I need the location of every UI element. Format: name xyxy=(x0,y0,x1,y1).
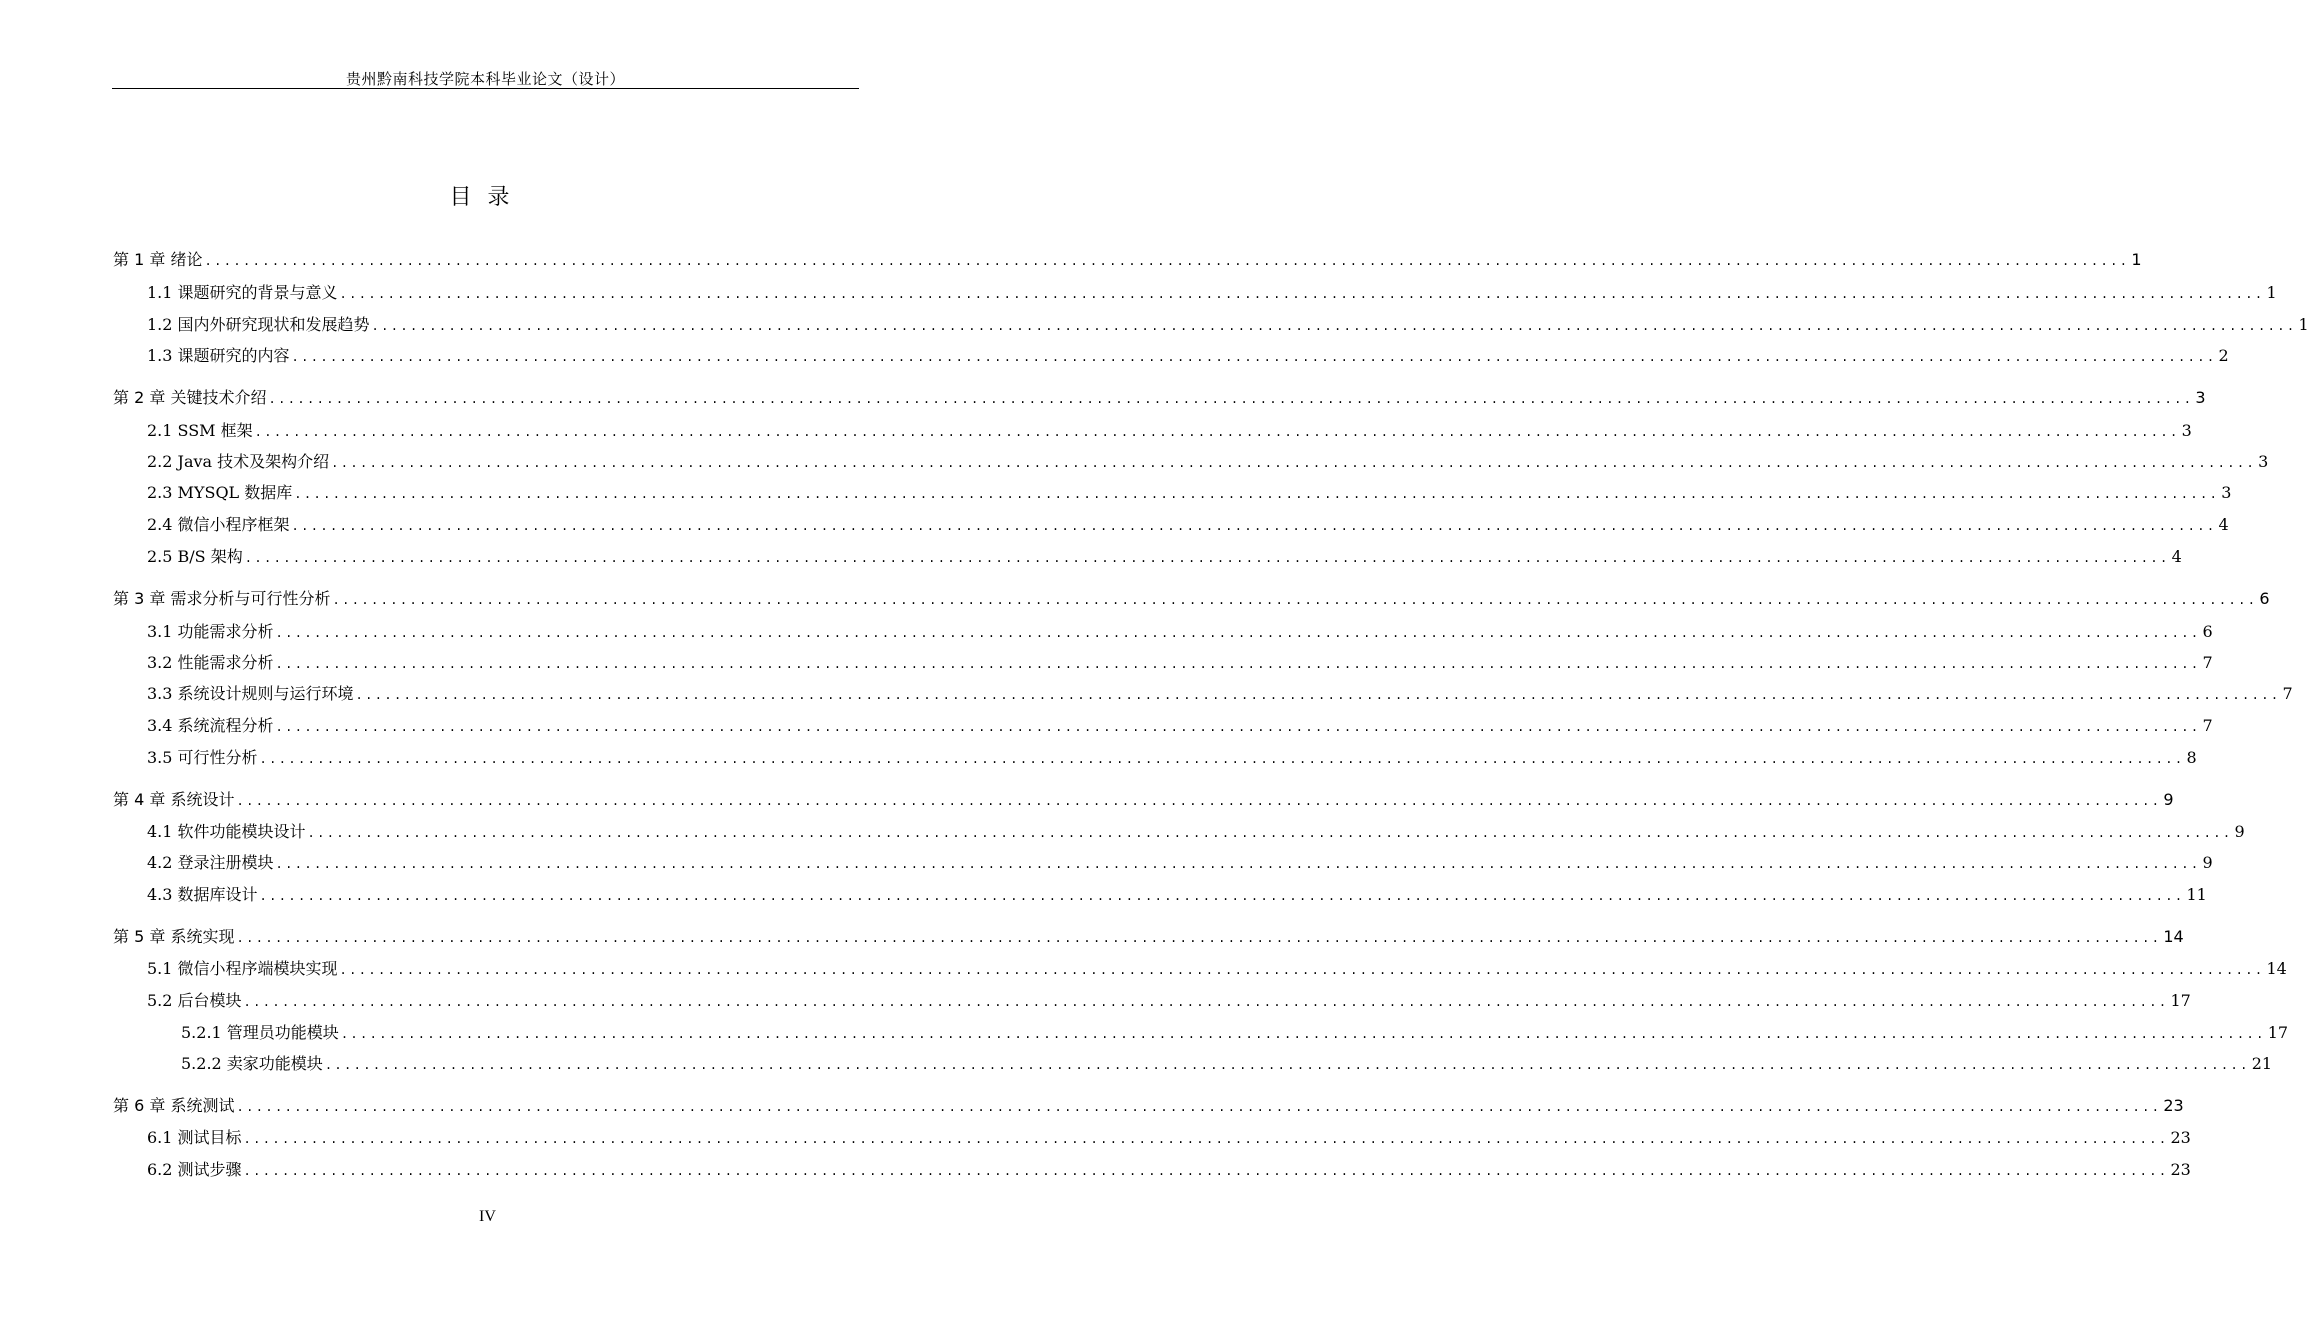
toc-entry-title: 5.2.1 管理员功能模块 xyxy=(181,1023,339,1042)
toc-section-entry[interactable] xyxy=(147,419,2192,443)
toc-entry-title: 6.2 测试步骤 xyxy=(147,1160,242,1179)
toc-entry-title: 5.2 后台模块 xyxy=(147,991,242,1010)
toc-entry-page: 21 xyxy=(2251,1054,2273,1073)
toc-entry-page: 7 xyxy=(2202,653,2213,672)
toc-entry-title: 3.3 系统设计规则与运行环境 xyxy=(147,684,354,703)
toc-section-entry[interactable] xyxy=(147,989,2191,1013)
toc-entry-page: 23 xyxy=(2170,1128,2191,1147)
toc-chapter-entry[interactable] xyxy=(113,386,2206,410)
toc-entry-page: 4 xyxy=(2218,515,2229,534)
toc-leader-dots: ........................................................................................................................................................................................................ xyxy=(324,1058,2250,1072)
page-number: IV xyxy=(479,1208,496,1225)
toc-leader-dots: ........................................................................................................................................................................................................ xyxy=(331,456,2257,470)
toc-section-entry[interactable] xyxy=(147,545,2182,569)
toc-entry-title: 3.2 性能需求分析 xyxy=(147,653,274,672)
toc-leader-dots: ........................................................................................................................................................................................................ xyxy=(243,1132,2169,1146)
toc-leader-dots: ........................................................................................................................................................................................................ xyxy=(259,889,2185,903)
toc-entry-title: 第 5 章 系统实现 xyxy=(113,927,235,946)
toc-leader-dots: ........................................................................................................................................................................................................ xyxy=(371,319,2297,333)
toc-entry-title: 4.2 登录注册模块 xyxy=(147,853,274,872)
toc-entry-title: 6.1 测试目标 xyxy=(147,1128,242,1147)
toc-section-entry[interactable] xyxy=(147,513,2229,537)
toc-entry-title: 2.4 微信小程序框架 xyxy=(147,515,290,534)
toc-entry-title: 4.3 数据库设计 xyxy=(147,885,258,904)
toc-entry-page: 1 xyxy=(2298,315,2309,334)
toc-leader-dots: ........................................................................................................................................................................................................ xyxy=(339,287,2265,301)
toc-chapter-entry[interactable] xyxy=(113,587,2270,611)
toc-leader-dots: ........................................................................................................................................................................................................ xyxy=(332,593,2258,607)
toc-entry-page: 3 xyxy=(2221,483,2232,502)
toc-entry-page: 14 xyxy=(2163,927,2184,946)
toc-leader-dots: ........................................................................................................................................................................................................ xyxy=(268,392,2194,406)
toc-entry-page: 6 xyxy=(2259,589,2270,608)
toc-chapter-entry[interactable] xyxy=(113,248,2142,272)
toc-section-entry[interactable] xyxy=(147,1126,2191,1150)
toc-entry-page: 8 xyxy=(2186,748,2197,767)
running-header: 贵州黔南科技学院本科毕业论文（设计） xyxy=(345,70,625,88)
toc-leader-dots: ........................................................................................................................................................................................................ xyxy=(291,350,2217,364)
toc-entry-title: 3.5 可行性分析 xyxy=(147,748,258,767)
toc-entry-title: 5.2.2 卖家功能模块 xyxy=(181,1054,323,1073)
toc-entry-title: 第 4 章 系统设计 xyxy=(113,790,235,809)
toc-entry-title: 1.2 国内外研究现状和发展趋势 xyxy=(147,315,370,334)
toc-entry-title: 4.1 软件功能模块设计 xyxy=(147,822,306,841)
toc-entry-page: 9 xyxy=(2163,790,2174,809)
toc-entry-page: 9 xyxy=(2234,822,2245,841)
toc-entry-title: 3.4 系统流程分析 xyxy=(147,716,274,735)
toc-section-entry[interactable] xyxy=(147,1158,2191,1182)
toc-entry-title: 1.3 课题研究的内容 xyxy=(147,346,290,365)
toc-entry-title: 第 1 章 绪论 xyxy=(113,250,203,269)
toc-entry-page: 4 xyxy=(2171,547,2182,566)
toc-leader-dots: ........................................................................................................................................................................................................ xyxy=(275,657,2201,671)
toc-section-entry[interactable] xyxy=(147,820,2245,844)
toc-entry-title: 1.1 课题研究的背景与意义 xyxy=(147,283,338,302)
toc-section-entry[interactable] xyxy=(147,450,2269,474)
toc-chapter-entry[interactable] xyxy=(113,788,2174,812)
toc-entry-page: 23 xyxy=(2170,1160,2191,1179)
toc-section-entry[interactable] xyxy=(147,851,2213,875)
toc-entry-page: 9 xyxy=(2202,853,2213,872)
toc-section-entry[interactable] xyxy=(147,313,2309,337)
toc-leader-dots: ........................................................................................................................................................................................................ xyxy=(294,487,2220,501)
toc-entry-title: 5.1 微信小程序端模块实现 xyxy=(147,959,338,978)
toc-leader-dots: ........................................................................................................................................................................................................ xyxy=(243,1164,2169,1178)
toc-entry-page: 17 xyxy=(2267,1023,2289,1042)
toc-entry-title: 2.2 Java 技术及架构介绍 xyxy=(147,452,330,471)
toc-section-entry[interactable] xyxy=(147,957,2287,981)
toc-leader-dots: ........................................................................................................................................................................................................ xyxy=(236,794,2162,808)
toc-entry-title: 第 2 章 关键技术介绍 xyxy=(113,388,267,407)
toc-section-entry[interactable] xyxy=(147,746,2197,770)
toc-section-entry[interactable] xyxy=(147,620,2213,644)
toc-chapter-entry[interactable] xyxy=(113,925,2184,949)
toc-entry-title: 第 3 章 需求分析与可行性分析 xyxy=(113,589,331,608)
toc-entry-page: 3 xyxy=(2195,388,2206,407)
toc-entry-page: 17 xyxy=(2170,991,2191,1010)
toc-entry-page: 7 xyxy=(2282,684,2293,703)
toc-leader-dots: ........................................................................................................................................................................................................ xyxy=(243,995,2169,1009)
toc-entry-title: 第 6 章 系统测试 xyxy=(113,1096,235,1115)
toc-entry-page: 1 xyxy=(2266,283,2277,302)
toc-chapter-entry[interactable] xyxy=(113,1094,2184,1118)
toc-leader-dots: ........................................................................................................................................................................................................ xyxy=(307,826,2233,840)
toc-entry-page: 6 xyxy=(2202,622,2213,641)
toc-entry-page: 3 xyxy=(2181,421,2192,440)
toc-leader-dots: ........................................................................................................................................................................................................ xyxy=(204,254,2130,268)
toc-entry-title: 2.1 SSM 框架 xyxy=(147,421,253,440)
toc-title: 目录 xyxy=(449,185,526,210)
toc-section-entry[interactable] xyxy=(147,651,2213,675)
toc-leader-dots: ........................................................................................................................................................................................................ xyxy=(339,963,2265,977)
toc-entry-page: 7 xyxy=(2202,716,2213,735)
toc-section-entry[interactable] xyxy=(147,682,2293,706)
toc-section-entry[interactable] xyxy=(147,344,2229,368)
toc-section-entry[interactable] xyxy=(147,714,2213,738)
toc-entry-title: 2.5 B/S 架构 xyxy=(147,547,243,566)
toc-section-entry[interactable] xyxy=(181,1052,2273,1076)
toc-entry-page: 23 xyxy=(2163,1096,2184,1115)
toc-entry-title: 2.3 MYSQL 数据库 xyxy=(147,483,293,502)
toc-section-entry[interactable] xyxy=(147,481,2232,505)
toc-leader-dots: ........................................................................................................................................................................................................ xyxy=(355,688,2281,702)
toc-leader-dots: ........................................................................................................................................................................................................ xyxy=(275,626,2201,640)
toc-leader-dots: ........................................................................................................................................................................................................ xyxy=(236,931,2162,945)
toc-entry-page: 11 xyxy=(2186,885,2207,904)
toc-leader-dots: ........................................................................................................................................................................................................ xyxy=(275,720,2201,734)
toc-entry-page: 1 xyxy=(2131,250,2142,269)
toc-leader-dots: ........................................................................................................................................................................................................ xyxy=(291,519,2217,533)
toc-leader-dots: ........................................................................................................................................................................................................ xyxy=(254,425,2180,439)
toc-leader-dots: ........................................................................................................................................................................................................ xyxy=(340,1027,2266,1041)
toc-entry-page: 14 xyxy=(2266,959,2287,978)
toc-leader-dots: ........................................................................................................................................................................................................ xyxy=(244,551,2170,565)
toc-leader-dots: ........................................................................................................................................................................................................ xyxy=(259,752,2185,766)
toc-entry-page: 2 xyxy=(2218,346,2229,365)
toc-section-entry[interactable] xyxy=(147,281,2277,305)
toc-leader-dots: ........................................................................................................................................................................................................ xyxy=(275,857,2201,871)
toc-section-entry[interactable] xyxy=(181,1021,2289,1045)
toc-entry-title: 3.1 功能需求分析 xyxy=(147,622,274,641)
toc-entry-page: 3 xyxy=(2258,452,2269,471)
toc-leader-dots: ........................................................................................................................................................................................................ xyxy=(236,1100,2162,1114)
toc-section-entry[interactable] xyxy=(147,883,2207,907)
